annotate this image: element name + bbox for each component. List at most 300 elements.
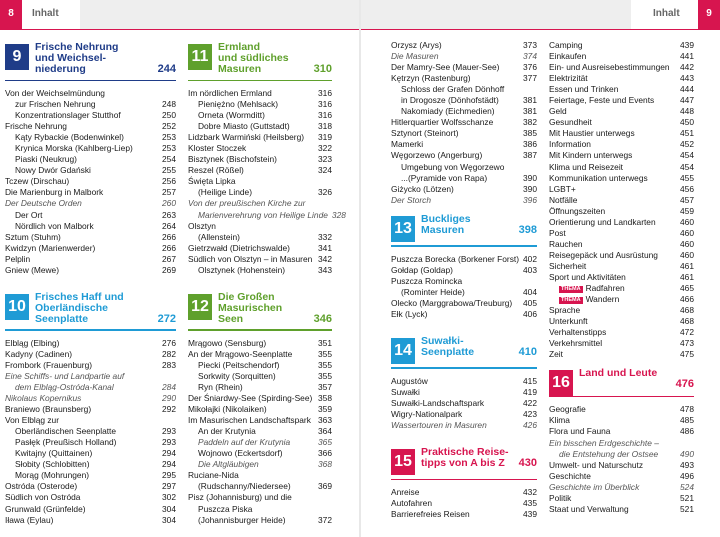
left-page-number: 8 [0,0,22,30]
toc-entry-title [5,187,158,198]
toc-entry-title [188,121,314,132]
toc-entry-page: 359 [318,404,332,415]
toc-entry-title [5,360,158,371]
toc-entry-page: 351 [318,337,332,348]
toc-entry [391,409,537,420]
toc-entry [549,327,694,338]
toc-entry-page: 253 [162,132,176,143]
toc-entry-title [391,498,519,509]
chapter-title-line: Seenplatte [35,312,89,325]
toc-entry [391,387,537,398]
toc-entry-page: 448 [680,106,694,117]
toc-entry-text: Paddeln auf der Krutynia [198,437,291,448]
toc-entry-title [5,221,158,232]
toc-entry-page: 432 [523,487,537,498]
toc-entry-title [549,426,676,437]
toc-entry-title [391,387,519,398]
toc-entry-title [188,459,314,470]
toc-entry [391,162,537,173]
toc-entry-text: Frische Nehrung [5,121,67,132]
toc-entry-page: 521 [680,492,694,503]
toc-entry-page: 460 [680,238,694,249]
toc-entry-title [549,128,676,139]
toc-entry-title [391,298,519,309]
toc-entry-title [188,393,314,404]
toc-entry-text: Tczew (Dirschau) [5,176,70,187]
toc-entry [549,305,694,316]
toc-entry-page: 385 [523,128,537,139]
toc-entry [188,448,332,459]
toc-entry-title [5,371,158,382]
toc-entry-text: Puszcza Romincka [391,275,463,286]
toc-entry [5,448,176,459]
toc-entry-text: Morąg (Mohrungen) [15,470,90,481]
toc-entry [5,360,176,371]
toc-entry-title [188,132,314,143]
toc-entry-title [188,176,314,187]
toc-entry [5,243,176,254]
toc-entry-title [391,409,519,420]
toc-entry [549,128,694,139]
toc-entry [549,404,694,415]
toc-entry [188,382,332,393]
toc-entry-page: 304 [162,514,176,525]
toc-entry-text: Elbląg (Elbing) [5,337,60,348]
toc-entry-text: Ełk (Lyck) [391,308,428,319]
toc-entry-text: Von der preußischen Kirche zur [188,198,306,209]
toc-entry [5,121,176,132]
toc-entry [549,95,694,106]
toc-entry [5,404,176,415]
toc-entry-title [188,88,314,99]
toc-entry-text: Geschichte [549,470,591,481]
toc-entry-page: 460 [680,249,694,260]
toc-entry-text: Information [549,139,591,150]
toc-entry-title [391,162,519,173]
toc-column-2 [188,40,346,526]
toc-entry [391,265,537,276]
toc-entry-text: Rauchen [549,238,583,249]
toc-entry [549,162,694,173]
toc-entry [391,498,537,509]
toc-entry [188,121,332,132]
toc-entry-text: Słobity (Schlobitten) [15,459,90,470]
toc-entry-page: 374 [523,51,537,62]
toc-entry [391,51,537,62]
chapter-number: 12 [188,294,212,320]
toc-entry-page: 451 [680,128,694,139]
toc-entry [391,276,537,287]
toc-entry-text: Radfahren [585,283,625,294]
toc-entry-text: Mit Kindern unterwegs [549,150,633,161]
toc-entry-title [391,84,519,95]
toc-entry [5,176,176,187]
toc-entry-text: Piaski (Neukrug) [15,154,77,165]
toc-entry-title [5,132,158,143]
toc-entry-title [549,305,676,316]
chapter-title-line: Ermland [218,41,261,53]
toc-entry [391,254,537,265]
toc-entry-text: Nakomiady (Eichmedien) [401,106,495,117]
chapter-number: 14 [391,338,415,364]
chapter-start-page: 272 [157,312,176,325]
toc-entry-title [549,460,676,471]
toc-entry-text: Wassertouren in Masuren [391,420,487,431]
toc-entry [188,198,332,209]
right-header-bar [361,0,631,30]
toc-entry-title [5,470,158,481]
toc-entry-page: 332 [318,231,332,242]
toc-entry-page: 248 [162,99,176,110]
toc-entry [5,437,176,448]
toc-entry-text: Kwidzyn (Marienwerder) [5,242,96,253]
toc-entry [391,128,537,139]
toc-entry-text: Südlich von Ostróda [5,492,81,503]
toc-entry-text: Sport und Aktivitäten [549,271,626,282]
toc-column-3 [391,40,537,520]
toc-entry-title [188,232,314,243]
toc-entry-page: 473 [680,338,694,349]
toc-entry-text: Puszcza Piska [198,503,253,514]
toc-entry-title [549,250,676,261]
toc-entry-text: Wigry-Nationalpark [391,409,463,420]
toc-entry-text: Gniew (Mewe) [5,264,59,275]
toc-entry-text: Klima und Reisezeit [549,161,624,172]
toc-entry-title [188,415,314,426]
toc-entry [188,459,332,470]
toc-entry [5,426,176,437]
chapter-start-page: 410 [518,345,537,358]
toc-entry-text: Unterkunft [549,316,588,327]
toc-entry-title [188,198,314,209]
toc-entry [549,460,694,471]
toc-entry-page: 302 [162,492,176,503]
toc-entry-page: 369 [318,481,332,492]
chapter-heading [188,290,332,334]
toc-entry-page: 326 [318,187,332,198]
toc-entry-title [188,382,314,393]
chapter-title [421,447,509,469]
chapter-number: 15 [391,449,415,475]
toc-entry-page: 363 [318,415,332,426]
toc-entry-page: 390 [523,172,537,183]
toc-entry-title [391,287,519,298]
left-page-header [0,0,359,30]
toc-entry-text: Der Storch [391,194,432,205]
toc-entry [391,84,537,95]
toc-entry-page: 422 [523,398,537,409]
toc-entry-title [549,415,676,426]
toc-entry [188,360,332,371]
toc-entry-title [549,95,676,106]
toc-entry [5,338,176,349]
toc-entry-title [5,415,158,426]
right-header-title: Inhalt [653,8,680,19]
toc-entry-title [5,154,158,165]
chapter-title-line: und Weichsel- [35,52,106,64]
toc-entry [188,338,332,349]
toc-entry [549,426,694,437]
chapter-title-line: Praktische Reise- [421,446,509,459]
toc-entry-page: 439 [523,509,537,520]
toc-entry-text: Wojnowo (Eckertsdorf) [198,448,283,459]
toc-entry-page: 468 [680,305,694,316]
toc-entry [5,187,176,198]
toc-entry-text: Mit Haustier unterwegs [549,128,635,139]
toc-entry-page: 456 [680,183,694,194]
toc-entry-page: 295 [162,470,176,481]
toc-entry-title [391,509,519,520]
toc-entry-text: Gesundheit [549,117,592,128]
toc-entry-page: 461 [680,271,694,282]
toc-entry-text: Węgorzewo (Angerburg) [391,150,483,161]
toc-entry [549,349,694,360]
toc-entry-page: 472 [680,327,694,338]
toc-entry-title [188,492,314,503]
toc-entry-text: Notfälle [549,194,578,205]
toc-entry-page: 444 [680,84,694,95]
toc-entry [188,187,332,198]
toc-entry [188,132,332,143]
spacer [188,276,332,290]
toc-entry-page: 381 [523,95,537,106]
toc-entry-text: Gietrzwałd (Dietrichswalde) [188,242,290,253]
toc-entry [5,88,176,99]
toc-entry-text: Post [549,227,566,238]
toc-entry [549,438,694,449]
toc-entry-text: Sztynort (Steinort) [391,128,459,139]
toc-entry-page: 404 [523,286,537,297]
toc-entry-text: Geld [549,106,567,117]
toc-entry [549,482,694,493]
toc-entry [188,265,332,276]
chapter-title-line: Masuren [218,63,262,75]
toc-entry-title [391,173,519,184]
toc-entry [391,95,537,106]
toc-entry [5,254,176,265]
toc-entry-title [391,150,519,161]
toc-entry-text: (Allenstein) [198,231,240,242]
toc-entry-title [188,221,314,232]
toc-entry-text: Suwałki [391,387,420,398]
toc-entry-text: Marienverehrung von Heilige Linde [198,209,328,220]
chapter-start-page: 346 [313,312,332,325]
toc-entry-title [391,117,519,128]
toc-entry-title [549,449,676,460]
toc-entry-title [391,51,519,62]
toc-entry-title [391,184,519,195]
chapter-title-line: Frisches Haff und [35,290,124,303]
toc-entry [549,117,694,128]
toc-entry-text: Frombork (Frauenburg) [5,359,93,370]
toc-entry-page: 322 [318,143,332,154]
toc-entry-title [549,195,676,206]
chapter-title-line: Masurischen [218,301,283,314]
toc-entry [188,371,332,382]
toc-entry-text: in Drogosze (Dönhofstädt) [401,95,499,106]
toc-entry-title [549,228,676,239]
toc-entry [188,254,332,265]
toc-entry-title [549,438,676,449]
toc-entry-text: Olsztyn [188,220,216,231]
chapter-title [218,292,282,325]
toc-entry-text: Nikolaus Kopernikus [5,393,82,404]
toc-entry-title [188,165,314,176]
toc-entry-page: 282 [162,348,176,359]
toc-entry-page: 355 [318,359,332,370]
toc-entry [549,195,694,206]
toc-entry-title [549,239,676,250]
toc-entry-page: 486 [680,426,694,437]
chapter-title-line: tipps von A bis Z [421,457,505,470]
toc-entry [5,504,176,515]
chapter-title-line: Oberländische [35,301,108,314]
toc-entry-title [549,117,676,128]
toc-entry [188,154,332,165]
toc-entry-page: 256 [162,176,176,187]
toc-entry-page: 454 [680,161,694,172]
toc-entry-text: Klima [549,415,570,426]
toc-entry-title [5,265,158,276]
toc-entry-title [5,176,158,187]
toc-entry-text: Kommunikation unterwegs [549,172,648,183]
toc-entry-title [549,471,676,482]
toc-entry-title [188,360,314,371]
toc-entry-text: Wandern [585,294,620,305]
chapter-heading [549,366,694,400]
toc-entry-text: Sorkwity (Sorquitten) [198,370,276,381]
toc-entry-title [549,173,676,184]
toc-entry-title [188,515,314,526]
toc-entry-text: Von der Weichselmündung [5,88,105,98]
toc-entry [391,184,537,195]
toc-entry-page: 323 [318,154,332,165]
toc-entry [188,176,332,187]
toc-entry [5,492,176,503]
toc-entry [549,40,694,51]
chapter-rule [549,396,694,398]
toc-entry-text: Die Marienburg in Malbork [5,187,104,198]
toc-entry-page: 396 [523,194,537,205]
toc-entry-text: Sztum (Stuhm) [5,231,61,242]
toc-entry [391,73,537,84]
toc-entry-text: ...(Pyramide von Rapa) [401,172,488,183]
spacer [391,431,537,445]
toc-entry-text: Grunwald (Grünfelde) [5,503,86,514]
chapter-number: 11 [188,44,212,70]
toc-entry [188,143,332,154]
toc-entry-page: 377 [523,73,537,84]
toc-entry-text: Anreise [391,487,420,498]
toc-entry-title [549,261,676,272]
toc-entry-title [5,110,158,121]
toc-entry-title [391,139,519,150]
toc-entry [5,110,176,121]
toc-entry-title [549,283,676,294]
toc-entry [5,210,176,221]
toc-entry-page: 478 [680,404,694,415]
toc-entry [188,404,332,415]
toc-entry [188,504,332,515]
toc-entry-page: 252 [162,121,176,132]
toc-entry [549,51,694,62]
toc-entry [5,481,176,492]
toc-entry [5,143,176,154]
toc-entry-page: 283 [162,359,176,370]
toc-entry-page: 365 [318,437,332,448]
chapter-title-line: niederung [35,63,86,75]
toc-entry [188,470,332,481]
toc-entry-text: Die Altgläubigen [198,459,259,470]
chapter-heading [5,40,176,84]
toc-entry-page: 454 [680,150,694,161]
toc-entry [549,261,694,272]
toc-entry-text: Kwitajny (Quittainen) [15,448,93,459]
chapter-heading [5,290,176,334]
toc-entry-page: 263 [162,209,176,220]
toc-entry-text: Ostróda (Osterode) [5,481,78,492]
thema-badge: THEMA [561,297,581,304]
toc-entry [391,398,537,409]
toc-entry-title [391,62,519,73]
toc-entry-text: Mamerki [391,139,424,150]
toc-entry-text: Sicherheit [549,260,587,271]
toc-entry-title [549,206,676,217]
toc-entry [5,221,176,232]
toc-entry-page: 406 [523,308,537,319]
toc-entry [391,287,537,298]
toc-entry-text: An der Krutynia [198,426,256,437]
toc-entry-page: 255 [162,165,176,176]
toc-entry-text: die Entstehung der Ostsee [559,448,659,459]
toc-entry [5,515,176,526]
toc-entry [549,106,694,117]
toc-entry [5,470,176,481]
toc-entry-title [188,448,314,459]
toc-entry-text: Kętrzyn (Rastenburg) [391,73,471,84]
toc-entry-title [5,198,158,209]
chapter-rule [188,329,332,331]
toc-column-1 [5,40,176,526]
chapter-title-line: Suwałki- [421,334,464,347]
toc-entry-text: Krynica Morska (Kahlberg-Liep) [15,143,133,154]
toc-entry-page: 254 [162,154,176,165]
toc-entry-title [391,398,519,409]
toc-entry-page: 364 [318,426,332,437]
toc-entry-text: (Rominter Heide) [401,286,465,297]
toc-entry-title [391,276,519,287]
toc-entry-text: Kloster Stoczek [188,143,247,154]
thema-badge: THEMA [561,286,581,293]
toc-entry [549,173,694,184]
chapter-start-page: 430 [518,457,537,470]
toc-entry-text: Der Ort [15,209,43,220]
toc-entry-title [391,106,519,117]
toc-entry [188,88,332,99]
toc-entry-title [188,187,314,198]
toc-entry-page: 343 [318,264,332,275]
toc-entry-title [549,338,676,349]
toc-entry-title [391,487,519,498]
right-page-header [361,0,720,30]
toc-entry-title [5,165,158,176]
toc-entry [391,173,537,184]
toc-entry-page: 284 [162,381,176,392]
toc-entry-page: 403 [523,264,537,275]
toc-entry-text: Reisegepäck und Ausrüstung [549,249,658,260]
toc-entry [549,493,694,504]
toc-entry-title [5,404,158,415]
